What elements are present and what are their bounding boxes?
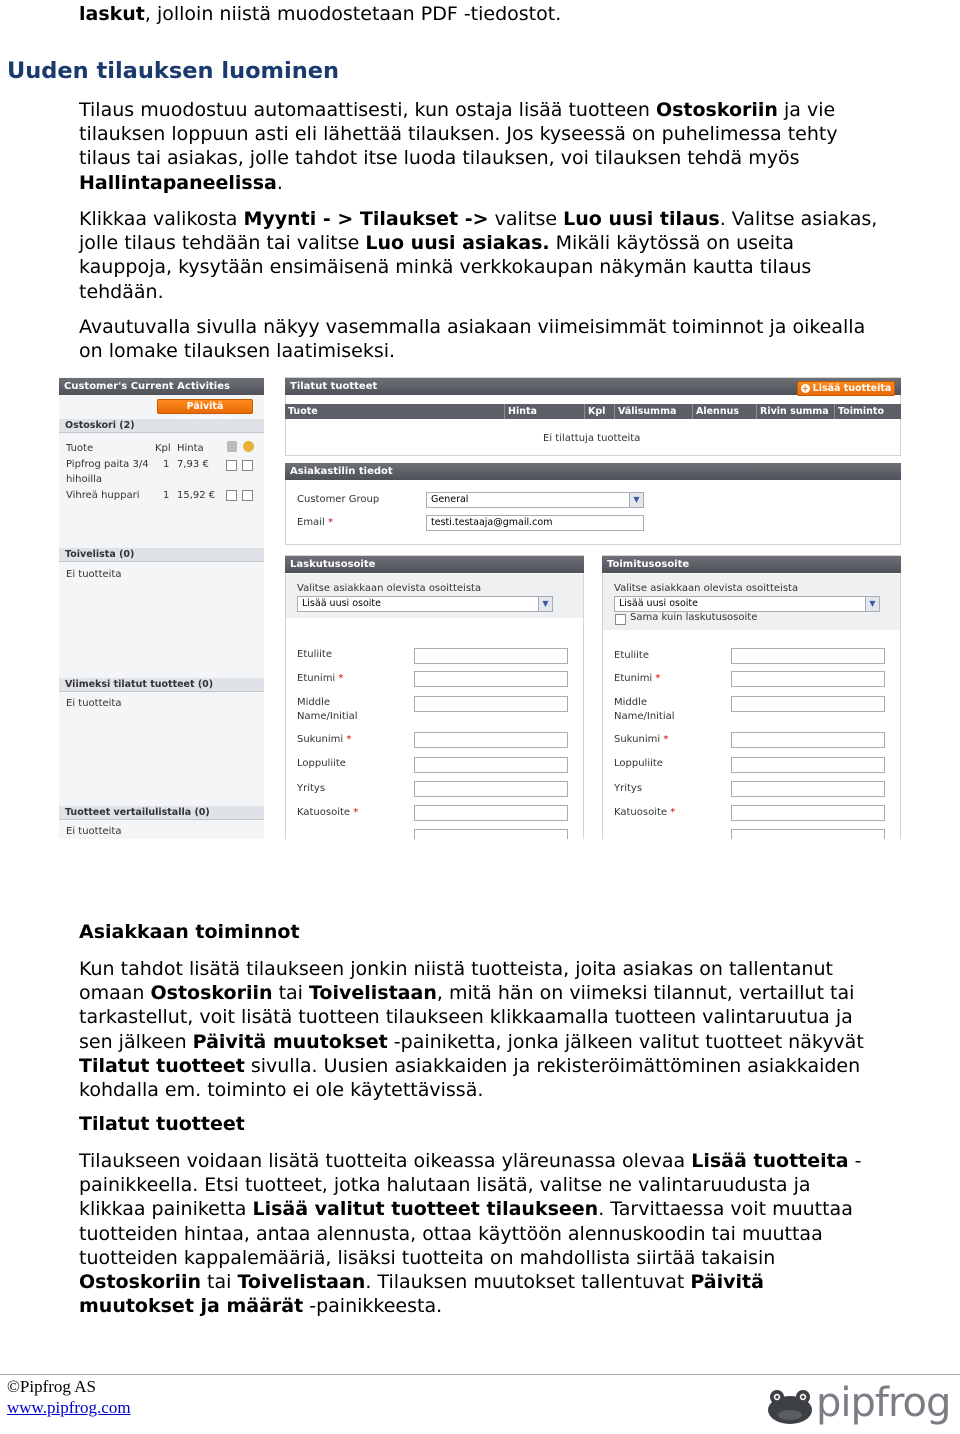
plus-icon: + — [801, 384, 809, 393]
col-action: Toiminto — [835, 404, 901, 419]
email-label: Email * — [297, 517, 333, 528]
cart-icon — [243, 441, 254, 452]
cart-row-1-name: Pipfrog paita 3/4 — [66, 459, 149, 470]
paragraph-ordered-products: Tilaukseen voidaan lisätä tuotteita oikeassa yläreunassa olevaa Lisää tuotteita -painikkeella. Etsi tuotteet, jotka halutaan lisätä, valitse ne valintaruudusta ja klikkaa painiketta Lisää valitut tuotteet tilaukseen. Tarvittaessa voit muuttaa tuotteiden hintaa, antaa alennusta, ottaa käyttöön alennuskoodin tai muuttaa tuotteiden kappalemääriä, lisäksi tuotteita on mahdollista siirtää takaisin Ostoskoriin tai Toivelistaan. Tilauksen muutokset tallentuvat Päivitä muutokset ja määrät -painikkeesta. — [79, 1150, 862, 1318]
cart-col-price: Hinta — [177, 443, 204, 454]
cart-row-2-add-checkbox[interactable] — [242, 490, 253, 501]
trash-icon — [227, 441, 237, 452]
footer-divider — [0, 1374, 960, 1375]
shipping-company-label: Yritys — [614, 783, 643, 794]
billing-lastname-label: Sukunimi * — [297, 734, 352, 745]
chevron-down-icon: ▼ — [538, 597, 552, 611]
shipping-prefix-label: Etuliite — [614, 650, 649, 661]
billing-street-field-2[interactable] — [414, 829, 568, 839]
cart-row-2-price: 15,92 € — [177, 490, 216, 501]
shipping-firstname-field[interactable] — [731, 671, 885, 687]
shipping-middle-label-2: Name/Initial — [614, 711, 675, 722]
billing-lastname-field[interactable] — [414, 732, 568, 748]
email-field[interactable]: testi.testaaja@gmail.com — [426, 515, 644, 531]
shipping-firstname-label: Etunimi * — [614, 673, 661, 684]
intro-line: laskut, jolloin niistä muodostetaan PDF -tiedostot. — [79, 3, 562, 25]
shipping-company-field[interactable] — [731, 781, 885, 797]
billing-street-label: Katuosoite * — [297, 807, 359, 818]
paragraph-page-layout: Avautuvalla sivulla näkyy vasemmalla asiakaan viimeisimmät toiminnot ja oikealla on lomake tilauksen laatimiseksi. — [79, 316, 866, 363]
paragraph-order-creation: Tilaus muodostuu automaattisesti, kun ostaja lisää tuotteen Ostoskoriin ja vie tilauksen loppuun asti eli lähettää tilauksen. Jos kyseessä on puhelimessa tehty tilaus tai asiakas, jolle tahdot itse luoda tilauksen, voi tilauksen tehdä myös Hallintapaneelissa. — [79, 99, 838, 194]
cart-row-2-name: Vihreä huppari — [66, 490, 140, 501]
cart-row-1-add-checkbox[interactable] — [242, 460, 253, 471]
col-row-total: Rivin summa — [757, 404, 835, 419]
billing-title: Laskutusosoite — [285, 556, 584, 573]
shipping-street-label: Katuosoite * — [614, 807, 676, 818]
shipping-lastname-field[interactable] — [731, 732, 885, 748]
billing-prefix-field[interactable] — [414, 648, 568, 664]
add-products-button[interactable]: + Lisää tuotteita — [797, 381, 895, 396]
cart-row-2-remove-checkbox[interactable] — [226, 490, 237, 501]
wishlist-empty: Ei tuotteita — [66, 569, 122, 580]
wishlist-header: Toivelista (0) — [59, 548, 264, 562]
shipping-address-select[interactable]: Lisää uusi osoite ▼ — [614, 596, 880, 612]
billing-company-label: Yritys — [297, 783, 326, 794]
cart-row-1-name2: hihoilla — [66, 474, 103, 485]
col-qty: Kpl — [585, 404, 615, 419]
recent-orders-header: Viimeksi tilatut tuotteet (0) — [59, 678, 264, 692]
ordered-products-title: Tilatut tuotteet — [285, 378, 901, 395]
compare-empty: Ei tuotteita — [66, 826, 122, 837]
billing-middle-label: Middle — [297, 697, 331, 708]
section-heading-new-order: Uuden tilauksen luominen — [7, 58, 339, 84]
billing-firstname-label: Etunimi * — [297, 673, 344, 684]
logo-wordmark: pipfrog — [816, 1380, 951, 1426]
admin-order-screenshot — [59, 377, 901, 839]
chevron-down-icon: ▼ — [865, 597, 879, 611]
cart-row-1-remove-checkbox[interactable] — [226, 460, 237, 471]
shipping-prefix-field[interactable] — [731, 648, 885, 664]
same-as-billing-label: Sama kuin laskutusosoite — [630, 612, 758, 623]
cart-col-product: Tuote — [66, 443, 94, 454]
col-discount: Alennus — [693, 404, 757, 419]
billing-address-select[interactable]: Lisää uusi osoite ▼ — [297, 596, 553, 612]
same-as-billing-checkbox[interactable] — [615, 614, 626, 625]
activities-panel-title: Customer's Current Activities — [59, 378, 264, 395]
billing-suffix-field[interactable] — [414, 757, 568, 773]
recent-orders-empty: Ei tuotteita — [66, 698, 122, 709]
shipping-prompt: Valitse asiakkaan olevista osoitteista — [614, 583, 799, 594]
pipfrog-logo — [766, 1380, 958, 1432]
cart-row-1-qty: 1 — [163, 459, 170, 470]
shipping-middle-field[interactable] — [731, 696, 885, 712]
cart-row-2-qty: 1 — [163, 490, 170, 501]
compare-header: Tuotteet vertailulistalla (0) — [59, 806, 264, 820]
billing-company-field[interactable] — [414, 781, 568, 797]
account-info-title: Asiakastilin tiedot — [285, 463, 901, 480]
no-ordered-products: Ei tilattuja tuotteita — [543, 433, 641, 444]
cart-row-1-price: 7,93 € — [177, 459, 209, 470]
billing-middle-label-2: Name/Initial — [297, 711, 358, 722]
shipping-title: Toimitusosoite — [602, 556, 901, 573]
billing-prompt: Valitse asiakkaan olevista osoitteista — [297, 583, 482, 594]
billing-middle-field[interactable] — [414, 696, 568, 712]
billing-suffix-label: Loppuliite — [297, 758, 346, 769]
frog-icon — [766, 1386, 814, 1426]
billing-street-field[interactable] — [414, 805, 568, 821]
billing-firstname-field[interactable] — [414, 671, 568, 687]
billing-prefix-label: Etuliite — [297, 649, 332, 660]
customer-group-label: Customer Group — [297, 494, 380, 505]
footer-copyright: ©Pipfrog AS — [7, 1377, 96, 1396]
shipping-middle-label: Middle — [614, 697, 648, 708]
shipping-suffix-field[interactable] — [731, 757, 885, 773]
shipping-suffix-label: Loppuliite — [614, 758, 663, 769]
shipping-street-field[interactable] — [731, 805, 885, 821]
col-price: Hinta — [505, 404, 585, 419]
footer-website-link[interactable]: www.pipfrog.com — [7, 1398, 131, 1417]
section-heading-ordered-products: Tilatut tuotteet — [79, 1113, 245, 1135]
shipping-lastname-label: Sukunimi * — [614, 734, 669, 745]
shipping-street-field-2[interactable] — [731, 829, 885, 839]
paragraph-customer-actions: Kun tahdot lisätä tilaukseen jonkin niistä tuotteista, joita asiakas on tallentanut omaan Ostoskoriin tai Toivelistaan, mitä hän on viimeksi tilannut, vertaillut tai tarkastellut, voit lisätä tuotteen tilaukseen klikkaamalla tuotteen valintaruutua ja sen jälkeen Päivitä muutokset -painiketta, jonka jälkeen valitut tuotteet näkyvät Tilatut tuotteet sivulla. Uusien asiakkaiden ja rekisteröimättöminen asiakkaiden kohdalla em. toiminto ei ole käytettävissä. — [79, 958, 864, 1102]
section-heading-customer-actions: Asiakkaan toiminnot — [79, 921, 300, 943]
customer-group-select[interactable]: General ▼ — [426, 492, 644, 508]
paragraph-menu-steps: Klikkaa valikosta Myynti - > Tilaukset -> valitse Luo uusi tilaus. Valitse asiakas, jolle tilaus tehdään tai valitse Luo uusi asiakas. Mikäli käytössä on useita kauppoja, kysytään ensimäisenä minkä verkkokaupan näkymän kautta tilaus tehdään. — [79, 208, 878, 303]
col-subtotal: Välisumma — [615, 404, 693, 419]
col-product: Tuote — [285, 404, 505, 419]
chevron-down-icon: ▼ — [629, 493, 643, 507]
update-changes-button[interactable]: Päivitä — [157, 399, 253, 414]
cart-col-qty: Kpl — [155, 443, 171, 454]
cart-header: Ostoskori (2) — [59, 419, 264, 433]
